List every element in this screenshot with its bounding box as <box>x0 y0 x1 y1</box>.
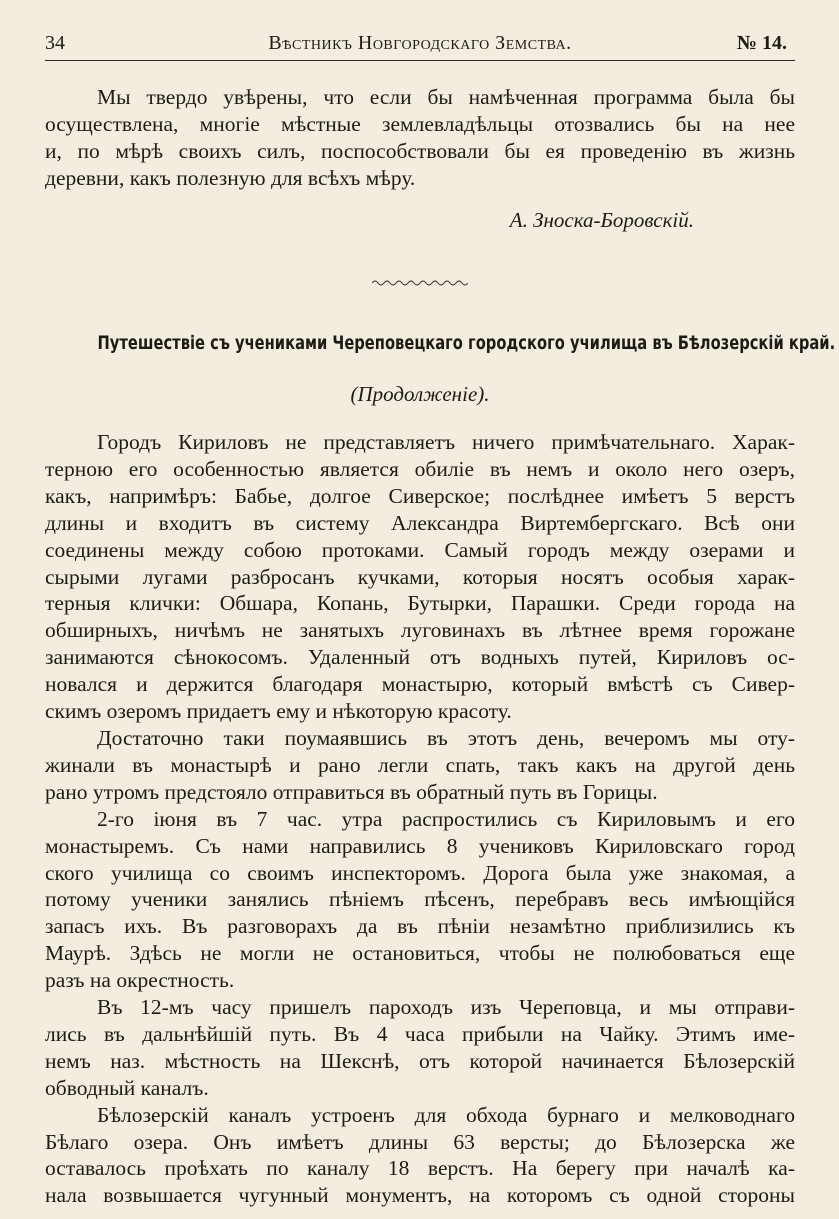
text-line: Мы твердо увѣрены, что если бы намѣченная программа была бы <box>97 85 795 109</box>
text-line: запасъ ихъ. Въ разговорахъ да въ пѣніи незамѣтно приблизились къ <box>45 914 795 939</box>
running-header <box>45 32 795 61</box>
text-line: ского училища со своимъ инспекторомъ. Дорога была уже знакомая, а <box>45 860 795 885</box>
text-line: сырыми лугами разбросанъ кучками, которыя носятъ особыя харак- <box>45 564 795 589</box>
text-line: Бѣлаго озера. Онъ имѣетъ длины 63 версты; до Бѣлозерска же <box>45 1129 795 1154</box>
text-line: монастыремъ. Съ нами направились 8 учениковъ Кириловскаго город <box>45 833 795 858</box>
text-line: терныя клички: Обшара, Копань, Бутырки, Парашки. Среди города на <box>45 591 795 616</box>
text-line: обводный каналъ. <box>45 1075 209 1100</box>
text-line: какъ, напримѣръ: Бабье, долгое Сиверское; послѣднее имѣетъ 5 верстъ <box>45 483 795 508</box>
text-line: Въ 12-мъ часу пришелъ пароходъ изъ Череповца, и мы отправи- <box>97 995 795 1020</box>
paragraph <box>45 1102 795 1210</box>
text-line: оставалось проѣхать по каналу 18 верстъ. На берегу при началѣ ка- <box>45 1156 795 1181</box>
text-line: новался и держится благодаря монастырю, который вмѣстѣ съ Сивер- <box>45 672 795 697</box>
text-line: скимъ озеромъ придаетъ ему и нѣкоторую красоту. <box>45 699 512 724</box>
text-line: осуществлена, многіе мѣстные землевладѣльцы отозвались бы на нее <box>45 111 795 136</box>
article-subtitle: (Продолженіе). <box>350 382 490 406</box>
text-line: нала возвышается чугунный монументъ, на которомъ съ одной стороны <box>45 1183 795 1208</box>
paragraph <box>45 994 795 1102</box>
text-line: разъ на окрестность. <box>45 968 235 993</box>
text-line: соединены между собою протоками. Самый городъ между озерами и <box>45 537 795 562</box>
text-line: немъ наз. мѣстность на Шекснѣ, отъ которой начинается Бѣлозерскій <box>45 1048 795 1073</box>
text-line: 2-го іюня въ 7 час. утра распростились съ Кириловымъ и его <box>97 806 795 831</box>
text-line: рано утромъ предстояло отправиться въ обратный путь въ Горицы. <box>45 779 658 804</box>
text-line: деревни, какъ полезную для всѣхъ мѣру. <box>45 165 416 190</box>
text-line: обширныхъ, ничѣмъ не занятыхъ луговинахъ въ лѣтнее время горожане <box>45 618 795 643</box>
text-line: Маурѣ. Здѣсь не могли не остановиться, чтобы не полюбоваться еще <box>45 941 795 966</box>
text-line: и, по мѣрѣ своихъ силъ, поспособствовали бы ея проведенію въ жизнь <box>45 138 795 163</box>
ornamental-divider <box>372 278 468 288</box>
author-signature: А. Зноска-Боровскій. <box>509 208 694 232</box>
text-line: Городъ Кириловъ не представляетъ ничего примѣчательнаго. Харак- <box>97 430 795 454</box>
text-line: Бѣлозерскій каналъ устроенъ для обхода бурнаго и мелководнаго <box>97 1102 795 1127</box>
text-line: жинали въ монастырѣ и рано легли спать, такъ какъ на другой день <box>45 752 795 777</box>
article-body <box>45 429 795 1209</box>
text-line: длины и входитъ въ систему Александра Виртембергскаго. Всѣ они <box>45 510 795 535</box>
paragraph <box>45 806 795 994</box>
journal-title: Вѣстникъ Новгородскаго Земства. <box>268 32 572 54</box>
text-line: терною его особенностью является обиліе въ немъ и около него озеръ, <box>45 456 795 481</box>
paragraph <box>45 429 795 725</box>
article-title: Путешествіе съ учениками Череповецкаго городского училища въ Бѣлозерскій край. <box>97 332 836 354</box>
text-line: занимаются сѣнокосомъ. Удаленный отъ водныхъ путей, Кириловъ ос- <box>45 645 795 670</box>
page-number: 34 <box>45 32 65 54</box>
issue-number: № 14. <box>736 32 787 54</box>
text-line: лись въ дальнѣйшій путь. Въ 4 часа прибыли на Чайку. Этимъ име- <box>45 1021 795 1046</box>
paragraph <box>45 725 795 806</box>
text-line: потому ученики занялись пѣніемъ пѣсенъ, перебравъ весь имѣющійся <box>45 887 795 912</box>
text-line: Достаточно таки поумаявшись въ этотъ день, вечеромъ мы оту- <box>97 725 795 750</box>
intro-paragraph <box>45 84 795 192</box>
